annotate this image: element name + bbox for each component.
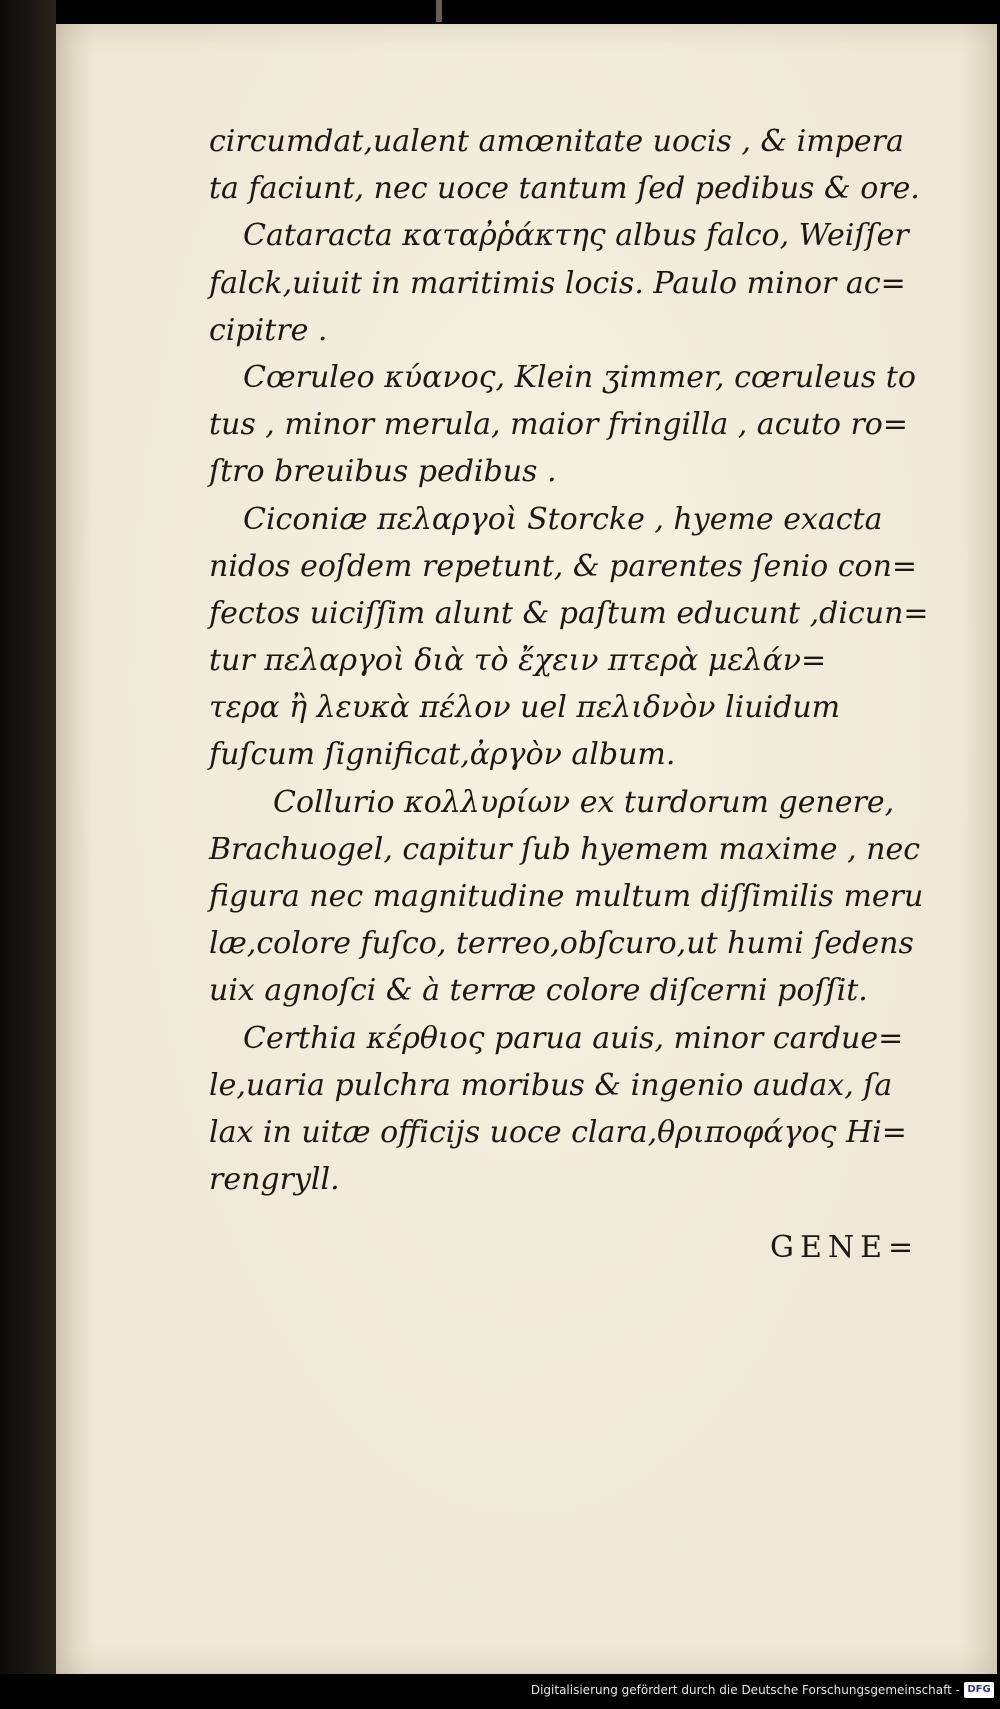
page-marker xyxy=(436,0,442,22)
text-line: tus , minor merula, maior fringilla , acuto ro= xyxy=(209,407,909,443)
text-line: circumdat,ualent amœnitate uocis , & impera xyxy=(209,124,904,159)
text-line: ſtro breuibus pedibus . xyxy=(209,454,557,490)
book-edge-shadow xyxy=(0,0,56,1709)
text-line: figura nec magnitudine multum diſſimilis meru xyxy=(209,879,924,914)
text-line: cipitre . xyxy=(209,312,328,348)
text-line: falck,uiuit in maritimis locis. Paulo minor ac= xyxy=(209,265,906,301)
text-line: tur πελαργοὶ διὰ τὸ ἔχειν πτερὰ μελάν= xyxy=(209,643,827,679)
text-line: nidos eoſdem repetunt, & parentes ſenio con= xyxy=(209,548,918,584)
text-line: fuſcum ſignificat,ἀργὸν album. xyxy=(209,737,676,773)
page-text-block xyxy=(209,118,929,1203)
text-line: Collurio κολλυρίων ex turdorum genere, xyxy=(273,784,895,820)
text-line: Brachuogel, capitur ſub hyemem maxime , nec xyxy=(209,831,921,867)
text-line: Cataracta καταῤῥάκτης albus falco, Weiſſer xyxy=(243,218,909,254)
text-line: læ,colore fuſco, terreo,obſcuro,ut humi ſedens xyxy=(209,926,914,962)
text-line: fectos uiciſſim alunt & paſtum educunt ,dicun= xyxy=(209,595,929,631)
catchword: GENE= xyxy=(770,1230,920,1265)
text-line: ta faciunt, nec uoce tantum ſed pedibus & ore. xyxy=(209,171,920,207)
text-line: uix agnoſci & à terræ colore diſcerni poſſit. xyxy=(209,973,868,1009)
text-line: le,uaria pulchra moribus & ingenio audax, ſa xyxy=(209,1067,893,1103)
text-line: Certhia κέρθιος parua auis, minor cardue= xyxy=(243,1020,904,1056)
text-line: Cœruleo κύανος, Klein ʒimmer, cœruleus to xyxy=(243,359,916,395)
text-line: lax in uitæ officijs uoce clara,θριποφάγος Hi= xyxy=(209,1114,907,1150)
text-line: τερα ἢ λευκὰ πέλον uel πελιδνὸν liuidum xyxy=(209,690,841,726)
text-line: rengryll. xyxy=(209,1162,340,1198)
text-line: Ciconiæ πελαργοὶ Storcke , hyeme exacta xyxy=(243,501,883,537)
dfg-logo-icon: DFG xyxy=(964,1682,994,1698)
top-border xyxy=(56,0,1000,24)
digitization-credit: Digitalisierung gefördert durch die Deutsche Forschungsgemeinschaft - xyxy=(530,1683,960,1697)
